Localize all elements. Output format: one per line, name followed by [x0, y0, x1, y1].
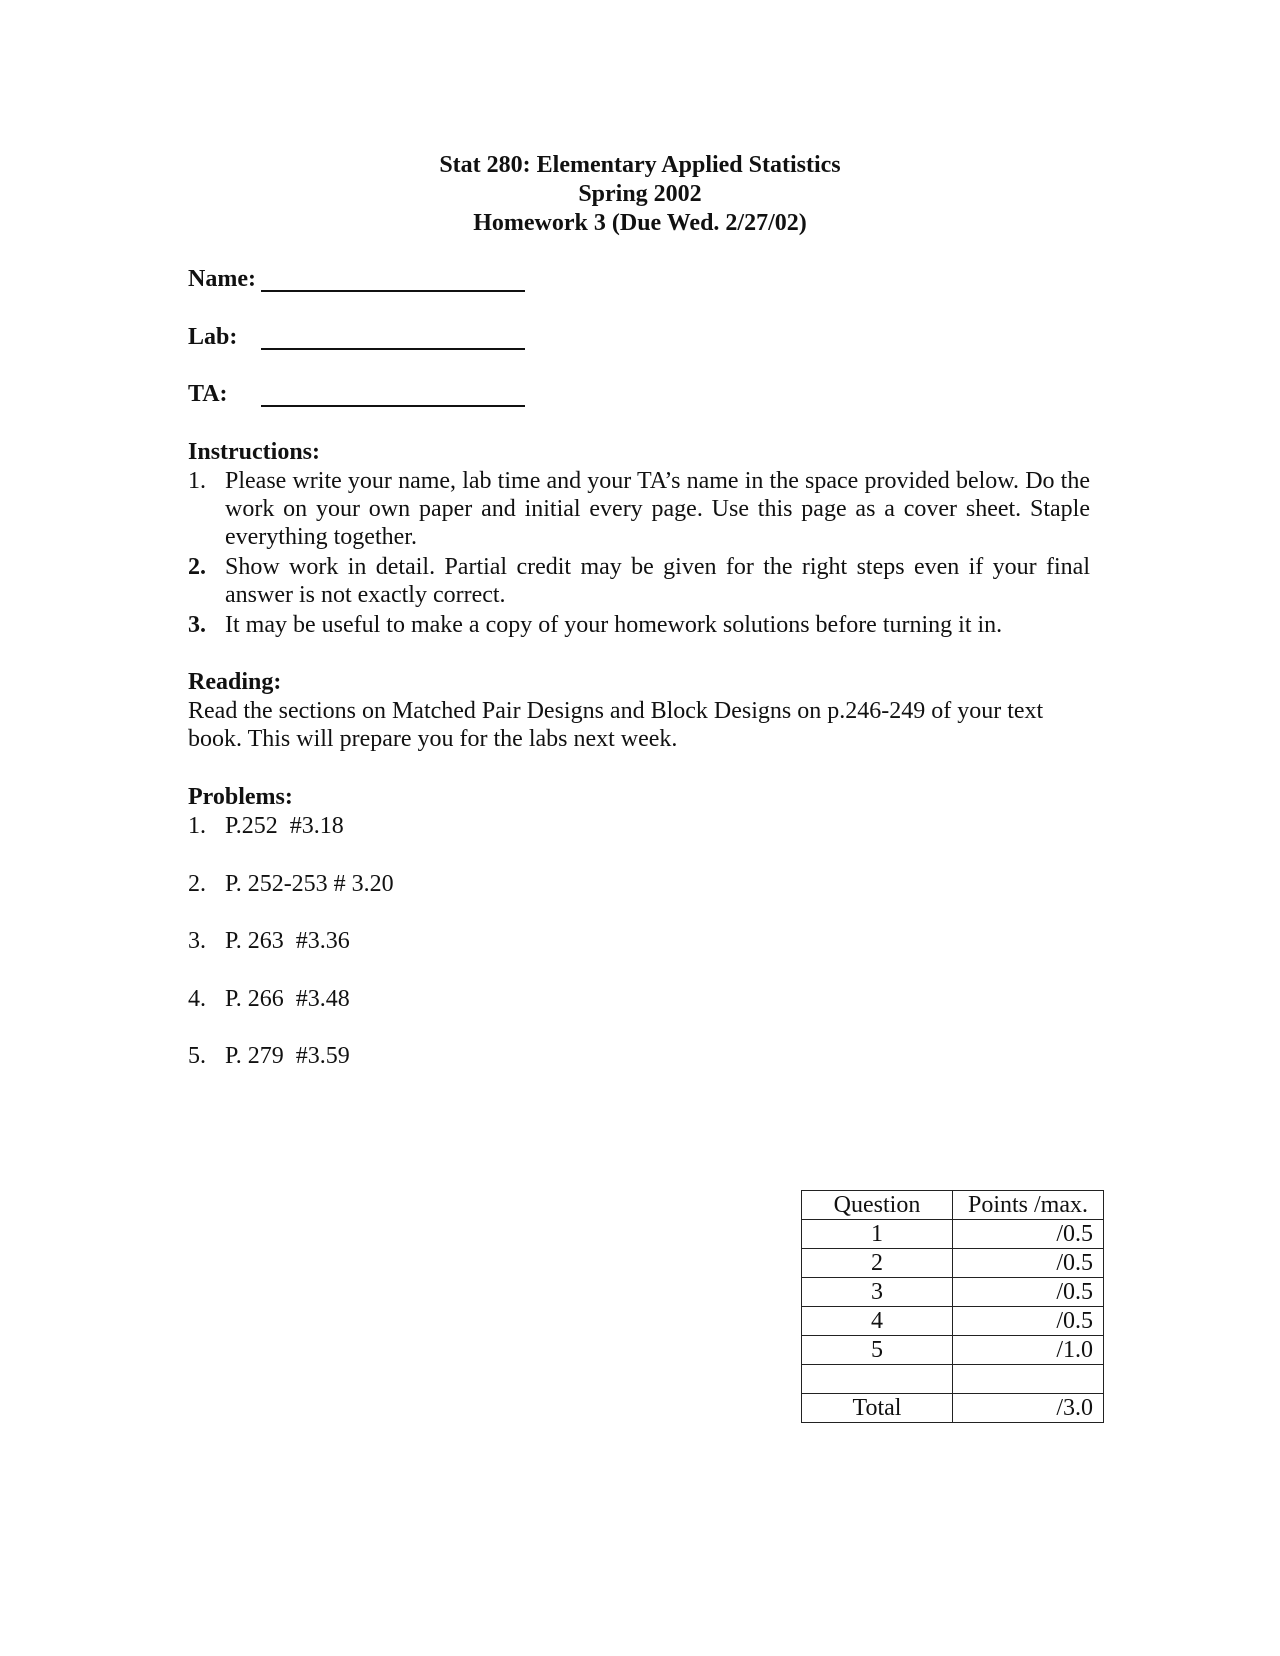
total-points-cell: /3.0 [953, 1394, 1104, 1423]
instruction-number: 1. [188, 468, 206, 494]
course-title: Stat 280: Elementary Applied Statistics [439, 152, 841, 178]
total-label-cell: Total [802, 1394, 953, 1423]
question-cell [802, 1365, 953, 1394]
score-table-header-row [802, 1191, 1104, 1220]
score-table-row [802, 1278, 1104, 1307]
assignment-title: Homework 3 (Due Wed. 2/27/02) [473, 210, 807, 236]
term: Spring 2002 [578, 181, 702, 207]
instructions-heading: Instructions: [188, 439, 321, 465]
problem-number: 4. [188, 986, 206, 1012]
points-cell: /0.5 [953, 1278, 1104, 1307]
reading-text: Read the sections on Matched Pair Designs and Block Designs on p.246-249 of your text book. This will prepare you for the labs next week. [188, 698, 1044, 752]
question-cell: 2 [802, 1249, 953, 1278]
instruction-number: 3. [188, 612, 206, 638]
problem-item: P. 252-253 # 3.20 [225, 871, 394, 897]
lab-label: Lab: [188, 324, 238, 350]
problem-number: 3. [188, 928, 206, 954]
problem-item: P. 279 #3.59 [225, 1043, 350, 1069]
name-blank-line[interactable] [261, 290, 525, 292]
instruction-number: 2. [188, 554, 206, 580]
name-label: Name: [188, 266, 256, 292]
points-cell [953, 1365, 1104, 1394]
problems-heading: Problems: [188, 784, 293, 810]
question-cell: 1 [802, 1220, 953, 1249]
question-cell: 5 [802, 1336, 953, 1365]
score-table-total-row [802, 1394, 1104, 1423]
points-cell: /0.5 [953, 1220, 1104, 1249]
score-table-row [802, 1249, 1104, 1278]
reading-heading: Reading: [188, 669, 282, 695]
score-table-blank-row [802, 1365, 1104, 1394]
problem-item: P. 263 #3.36 [225, 928, 350, 954]
score-table-row [802, 1220, 1104, 1249]
instruction-item: Please write your name, lab time and your TA’s name in the space provided below. Do the work on your own paper and initial every page. Use this page as a cover sheet. Staple everything together. [225, 468, 1090, 550]
question-cell: 4 [802, 1307, 953, 1336]
points-cell: /1.0 [953, 1336, 1104, 1365]
score-table-row [802, 1307, 1104, 1336]
ta-label: TA: [188, 381, 228, 407]
score-table-row [802, 1336, 1104, 1365]
problem-number: 5. [188, 1043, 206, 1069]
ta-blank-line[interactable] [261, 405, 525, 407]
question-column-header: Question [802, 1191, 953, 1220]
instruction-item: Show work in detail. Partial credit may be given for the right steps even if your final answer is not exactly correct. [225, 554, 1090, 608]
points-cell: /0.5 [953, 1307, 1104, 1336]
score-table [801, 1190, 1104, 1423]
lab-blank-line[interactable] [261, 348, 525, 350]
instruction-item: It may be useful to make a copy of your homework solutions before turning it in. [225, 612, 1003, 638]
problem-item: P.252 #3.18 [225, 813, 344, 839]
problem-number: 2. [188, 871, 206, 897]
problem-item: P. 266 #3.48 [225, 986, 350, 1012]
points-column-header: Points /max. [953, 1191, 1104, 1220]
points-cell: /0.5 [953, 1249, 1104, 1278]
question-cell: 3 [802, 1278, 953, 1307]
problem-number: 1. [188, 813, 206, 839]
